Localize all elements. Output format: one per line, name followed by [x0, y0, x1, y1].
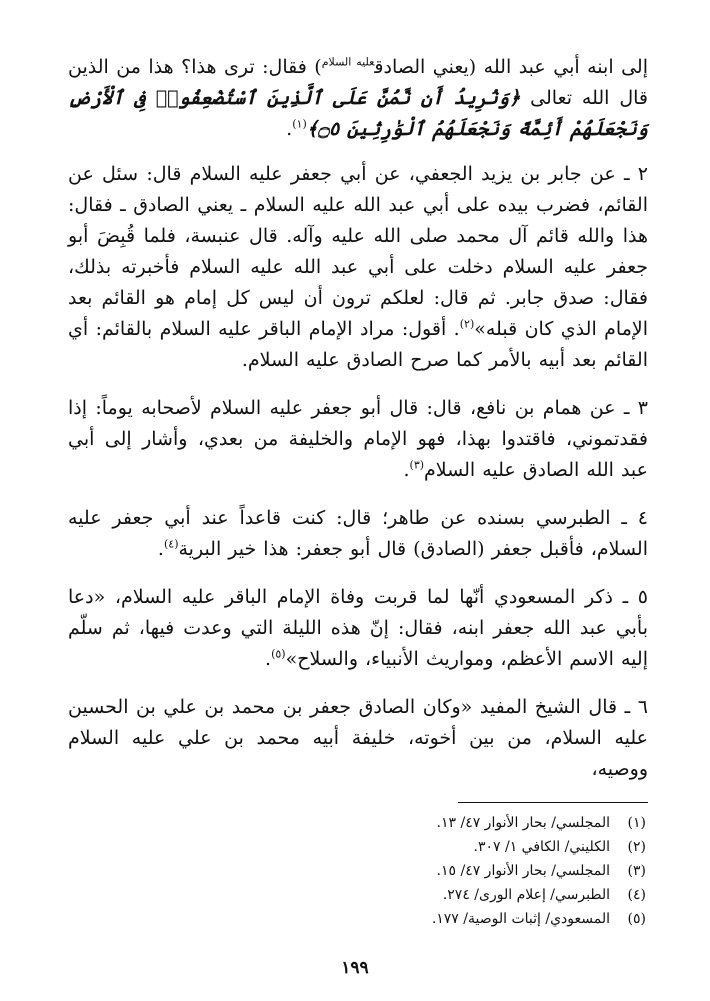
footnote-text: المجلسي/ بحار الأنوار ٤٧/ ١٣. — [436, 815, 610, 831]
footnote-number: (٥) — [627, 911, 646, 927]
paragraph-1-text-continued: ) فقال: ترى هذا؟ هذا من الذين قال الله تعالى — [68, 56, 649, 109]
footnote-item — [68, 835, 646, 859]
footnote-text: المجلسي/ بحار الأنوار ٤٧/ ١٥. — [436, 863, 610, 879]
book-page — [68, 52, 648, 992]
footnote-number: (٤) — [627, 887, 646, 903]
paragraph-3 — [68, 393, 648, 486]
footnote-number: (٣) — [627, 863, 646, 879]
paragraph-5-text-after: . — [265, 648, 272, 670]
footnote-number: (٢) — [627, 839, 646, 855]
paragraph-6 — [68, 692, 648, 785]
footnote-separator — [458, 802, 648, 803]
footnote-item — [68, 907, 646, 931]
paragraph-4-text: ٤ ـ الطبرسي بسنده عن طاهر؛ قال: كنت قاعداً عند أبي جعفر عليه السلام، فأقبل جعفر (الصادق) قال أبو جعفر: هذا خير البرية — [68, 507, 648, 560]
footnote-item — [68, 859, 646, 883]
footnote-ref-2: (٢) — [459, 317, 475, 331]
honorific-mark: عليه السلام — [321, 55, 375, 69]
paragraph-2-text: ٢ ـ عن جابر بن يزيد الجعفي، عن أبي جعفر عليه السلام قال: سئل عن القائم، فضرب بيده على أبي عبد الله عليه السلام ـ يعني الصادق ـ فقال: هذا والله قائم آل محمد صلى الله عليه وآله. قال عنبسة، فلما قُبِضَ أبو جعفر عليه السلام دخلت على أبي عبد الله عليه السلام فأخبرته بذلك، فقال: صدق جابر. ثم قال: لعلكم ترون أن ليس كل إمام هو القائم بعد الإمام الذي كان قبله» — [68, 163, 648, 340]
paragraph-3-text-after: . — [403, 459, 410, 481]
footnote-ref-5: (٥) — [271, 647, 286, 661]
footnote-ref-3: (٣) — [409, 458, 425, 472]
paragraph-2-text-after: . أقول: مراد الإمام الباقر عليه السلام بالقائم: أي القائم بعد أبيه بالأمر كما صرح الصادق عليه السلام. — [68, 318, 648, 371]
paragraph-1-end: . — [286, 118, 293, 140]
footnote-ref-4: (٤) — [163, 537, 179, 551]
paragraph-2 — [68, 159, 648, 376]
footnote-list — [68, 811, 648, 931]
paragraph-1 — [68, 52, 648, 145]
footnote-text: الكليني/ الكافي ١/ ٣٠٧. — [473, 839, 610, 855]
paragraph-4-text-after: . — [157, 538, 164, 560]
footnote-text: الطبرسي/ إعلام الورى/ ٢٧٤. — [442, 887, 610, 903]
paragraph-1-text-start: إلى ابنه أبي عبد الله (يعني الصادق — [374, 56, 648, 78]
paragraph-4 — [68, 503, 648, 565]
footnote-item — [68, 883, 646, 907]
paragraph-5-text: ٥ ـ ذكر المسعودي أنّها لما قربت وفاة الإمام الباقر عليه السلام، «دعا بأبي عبد الله جعفر ابنه، فقال: إنّ هذه الليلة التي وعدت فيها، ثم سلّم إليه الاسم الأعظم، ومواريث الأنبياء، والسلاح» — [68, 586, 648, 670]
footnote-item — [68, 811, 646, 835]
paragraph-5 — [68, 582, 648, 675]
quran-verse: ﴿وَنُرِيدُ أَن نَّمُنَّ عَلَى ٱلَّذِينَ ٱسْتُضْعِفُوا۟ فِى ٱلْأَرْضِ وَنَجْعَلَهُمْ أَئِمَّةً وَنَجْعَلَهُمُ ٱلْوَٰرِثِينَ ۝٥﴾ — [68, 87, 648, 140]
footnote-number: (١) — [627, 815, 646, 831]
page-number: ١٩٩ — [341, 958, 369, 978]
paragraph-6-text: ٦ ـ قال الشيخ المفيد «وكان الصادق جعفر بن محمد بن علي بن الحسين عليه السلام، من بين أخوته، خليفة أبيه محمد بن علي عليه السلام ووصيه، — [68, 696, 648, 780]
paragraph-3-text: ٣ ـ عن همام بن نافع، قال: قال أبو جعفر عليه السلام لأصحابه يوماً: إذا فقدتموني، فاقتدوا بهذا، فهو الإمام والخليفة من بعدي، وأشار إلى أبي عبد الله الصادق عليه السلام — [68, 397, 648, 481]
footnote-text: المسعودي/ إثبات الوصية/ ١٧٧. — [431, 911, 610, 927]
footnote-ref-1: (١) — [292, 117, 307, 131]
